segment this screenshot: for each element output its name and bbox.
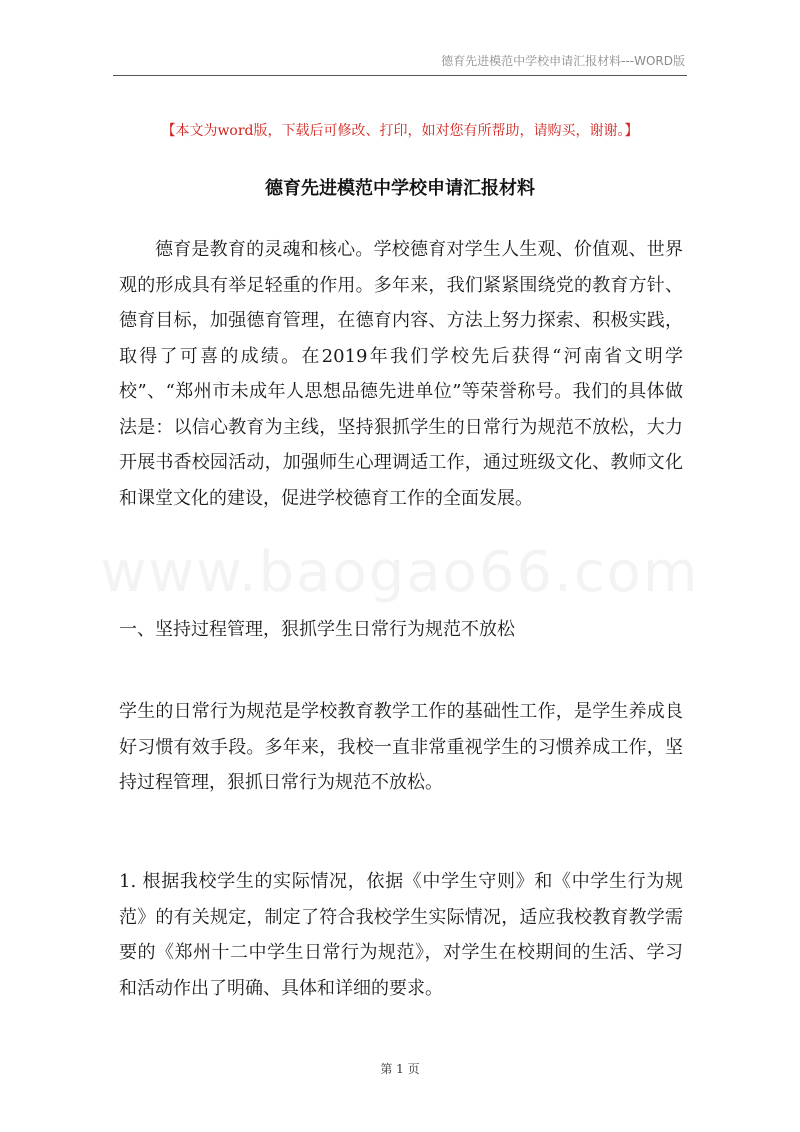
page-number: 第 1 页 bbox=[380, 1062, 420, 1076]
header-divider bbox=[113, 75, 687, 76]
list-item-paragraph: 1. 根据我校学生的实际情况，依据《中学生守则》和《中学生行为规范》的有关规定，制定了符合我校学生实际情况，适应我校教育教学需要的《郑州十二中学生日常行为规范》，对学生在校期间的生活、学习和活动作出了明确、具体和详细的要求。 bbox=[119, 871, 683, 999]
document-title: 德育先进模范中学校申请汇报材料 bbox=[265, 178, 535, 199]
purchase-notice: 【本文为word版，下载后可修改、打印，如对您有所帮助，请购买，谢谢。】 bbox=[161, 123, 639, 139]
watermark bbox=[0, 540, 800, 605]
running-header: 德育先进模范中学校申请汇报材料---WORD版 bbox=[441, 54, 685, 68]
section-paragraph: 学生的日常行为规范是学校教育教学工作的基础性工作，是学生养成良好习惯有效手段。多年来，我校一直非常重视学生的习惯养成工作，坚持过程管理，狠抓日常行为规范不放松。 bbox=[119, 701, 683, 793]
section-heading: 一、坚持过程管理，狠抓学生日常行为规范不放松 bbox=[119, 619, 515, 640]
intro-paragraph: 德育是教育的灵魂和核心。学校德育对学生人生观、价值观、世界观的形成具有举足轻重的作用。多年来，我们紧紧围绕党的教育方针、德育目标，加强德育管理，在德育内容、方法上努力探索、积极实践，取得了可喜的成绩。在2019年我们学校先后获得“河南省文明学校”、“郑州市未成年人思想品德先进单位”等荣誉称号。我们的具体做法是：以信心教育为主线，坚持狠抓学生的日常行为规范不放松，大力开展书香校园活动，加强师生心理调适工作，通过班级文化、教师文化和课堂文化的建设，促进学校德育工作的全面发展。 bbox=[119, 239, 683, 509]
